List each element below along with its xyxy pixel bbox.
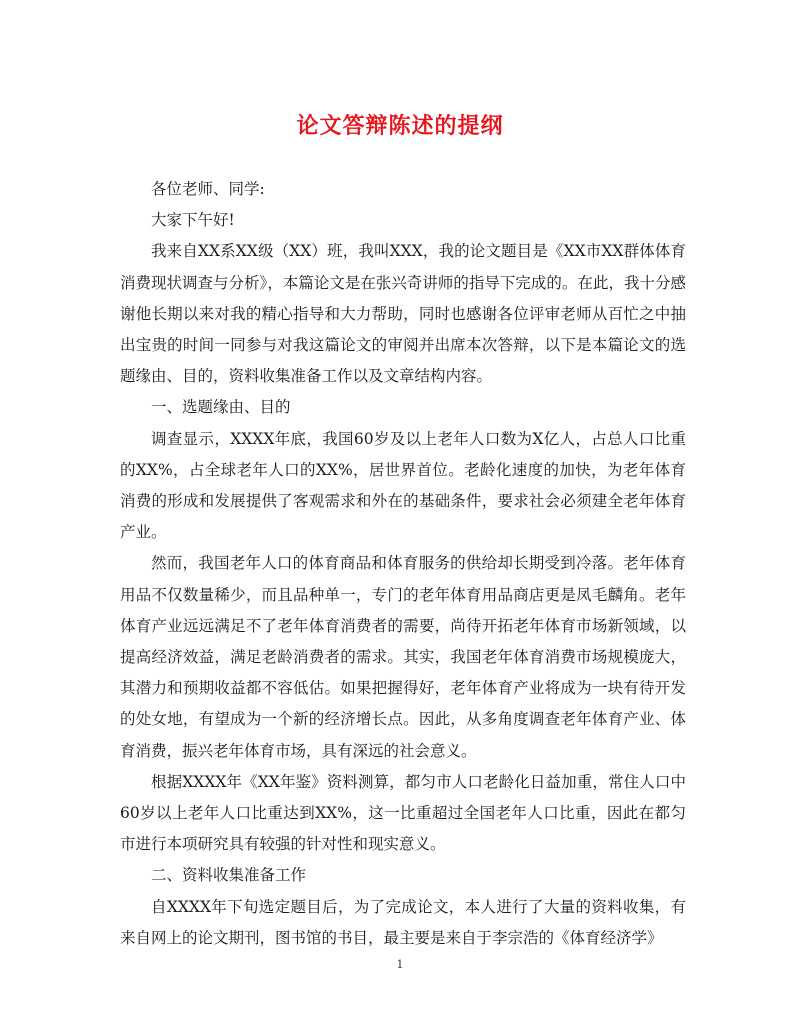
section-heading-topic-reason: 一、选题缘由、目的 bbox=[151, 398, 291, 417]
paragraph-introduction: 我来自XX系XX级（XX）班，我叫XXX，我的论文题目是《XX市XX群体体育消费现状调查与分析》，本篇论文是在张兴奇讲师的指导下完成的。在此，我十分感谢他长期以来对我的精心指导和大力帮助，同时也感谢各位评审老师从百忙之中抽出宝贵的时间一同参与对我这篇论文的审阅并出席本次答辩，以下是本篇论文的选题缘由、目的，资料收集准备工作以及文章结构内容。 bbox=[120, 242, 686, 386]
paragraph-elderly-market: 然而，我国老年人口的体育商品和体育服务的供给却长期受到冷落。老年体育用品不仅数量稀少，而且品种单一，专门的老年体育用品商店更是凤毛麟角。老年体育产业远远满足不了老年体育消费者的需要，尚待开拓老年体育市场新领域，以提高经济效益，满足老龄消费者的需求。其实，我国老年体育消费市场规模庞大，其潜力和预期收益都不容低估。如果把握得好，老年体育产业将成为一块有待开发的处女地，有望成为一个新的经济增长点。因此，从多角度调查老年体育产业、体育消费，振兴老年体育市场，具有深远的社会意义。 bbox=[120, 554, 686, 760]
document-title: 论文答辩陈述的提纲 bbox=[296, 113, 504, 139]
paragraph-data-collection: 自XXXX年下旬选定题目后，为了完成论文，本人进行了大量的资料收集，有来自网上的论文期刊，图书馆的书目，最主要是来自于李宗浩的《体育经济学》 bbox=[120, 897, 686, 947]
paragraph-survey: 调查显示，XXXX年底，我国60岁及以上老年人口数为X亿人，占总人口比重的XX%，占全球老年人口的XX%，居世界首位。老龄化速度的加快，为老年体育消费的形成和发展提供了客观需求和外在的基础条件，要求社会必须建全老年体育产业。 bbox=[120, 429, 686, 542]
document-body bbox=[120, 174, 686, 954]
paragraph-local-data: 根据XXXX年《XX年鉴》资料测算，都匀市人口老龄化日益加重，常住人口中60岁以上老年人口比重达到XX%，这一比重超过全国老年人口比重，因此在都匀市进行本项研究具有较强的针对性和现实意义。 bbox=[120, 772, 686, 854]
paragraph-greeting: 大家下午好! bbox=[151, 211, 235, 230]
page-number: 1 bbox=[396, 958, 404, 971]
section-heading-data-collection: 二、资料收集准备工作 bbox=[151, 866, 307, 885]
paragraph-salutation: 各位老师、同学: bbox=[151, 180, 265, 198]
